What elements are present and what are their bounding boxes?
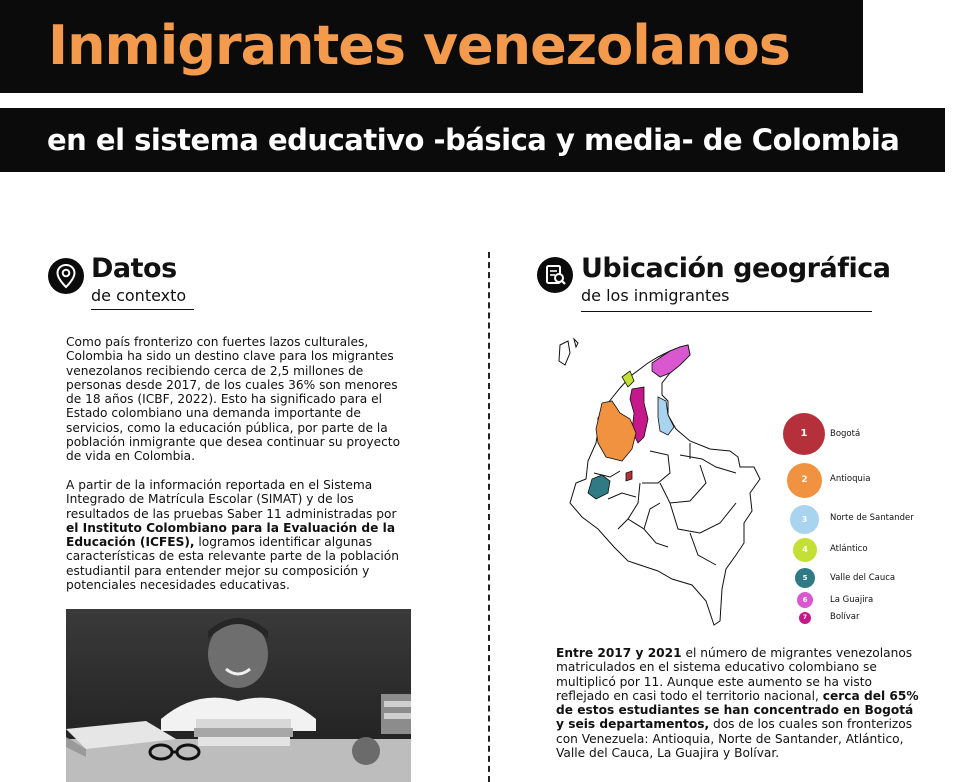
context-subtitle: de contexto	[91, 286, 187, 305]
legend-label-la-guajira: La Guajira	[830, 595, 874, 605]
geo-underline	[581, 311, 872, 312]
legend-circle-1: 1	[783, 413, 825, 455]
legend-label-bogota: Bogotá	[830, 429, 861, 439]
geo-paragraph-bold-2: cerca del 65% de estos estudiantes se han concentrado en Bogotá y seis departamentos,	[556, 688, 919, 732]
page-subtitle: en el sistema educativo -básica y media- de Colombia	[47, 123, 900, 157]
legend-circle-3: 3	[790, 505, 819, 534]
geo-paragraph-bold-1: Entre 2017 y 2021	[556, 646, 682, 660]
legend-label-norte-de-santander: Norte de Santander	[830, 513, 914, 523]
icfes-bold-text: el Instituto Colombiano para la Evaluación de la Educación (ICFES),	[66, 520, 396, 550]
legend-label-valle-del-cauca: Valle del Cauca	[830, 573, 896, 583]
legend-label-antioquia: Antioquia	[830, 474, 871, 484]
geo-paragraph	[556, 646, 921, 760]
column-divider	[488, 252, 490, 782]
legend-circle-7: 7	[799, 612, 811, 624]
colombia-map	[540, 333, 775, 633]
context-paragraph-1: Como país fronterizo con fuertes lazos culturales, Colombia ha sido un destino clave para los migrantes venezolanos recibiendo cerca de 2,5 millones de personas desde 2017, de los cuales 36% son menores de 18 años (ICBF, 2022). Esto ha significado para el Estado colombiano una demanda importante de servicios, como la educación pública, por parte de la población inmigrante que desea continuar su proyecto de vida en Colombia.	[66, 335, 401, 464]
map-bogota	[626, 471, 632, 481]
child-with-books-photo	[66, 609, 411, 782]
context-paragraph-2	[66, 478, 411, 592]
legend-circle-6: 6	[797, 592, 813, 608]
page-title: Inmigrantes venezolanos	[48, 14, 790, 77]
san-andres-island	[559, 341, 570, 365]
context-paragraph-2-text: A partir de la información reportada en el Sistema Integrado de Matrícula Escolar (SIMAT) y de los resultados de las pruebas Saber 11 administradas por	[66, 478, 397, 521]
legend-circle-4: 4	[793, 538, 817, 562]
context-underline	[91, 309, 194, 310]
legend-label-bolivar: Bolívar	[830, 612, 860, 622]
subtitle-bar	[0, 108, 945, 172]
legend-circle-5: 5	[795, 568, 815, 588]
context-paragraph-2-text-end: logramos identificar algunas características de esta relevante parte de la población estudiantil para entender mejor su composición y potenciales necesidades educativas.	[66, 535, 399, 593]
legend-circle-2: 2	[787, 463, 822, 498]
title-bar	[0, 0, 863, 93]
geo-subtitle: de los inmigrantes	[581, 286, 730, 305]
geo-title: Ubicación geográfica	[581, 253, 891, 284]
report-search-icon	[537, 257, 573, 293]
map-la-guajira	[652, 345, 690, 377]
geo-paragraph-text-1: el número de migrantes venezolanos matriculados en el sistema educativo colombiano se multiplicó por 11. Aunque este aumento se ha visto reflejado en casi todo el territorio nacional,	[556, 646, 913, 703]
geo-paragraph-text-2: dos de los cuales son fronterizos con Venezuela: Antioquia, Norte de Santander, Atlántico, Valle del Cauca, La Guajira y Bolívar.	[556, 717, 913, 761]
context-title: Datos	[91, 253, 177, 284]
map-norte-de-santander	[658, 397, 674, 435]
legend-label-atlantico: Atlántico	[830, 544, 868, 554]
location-pin-icon	[48, 258, 84, 294]
